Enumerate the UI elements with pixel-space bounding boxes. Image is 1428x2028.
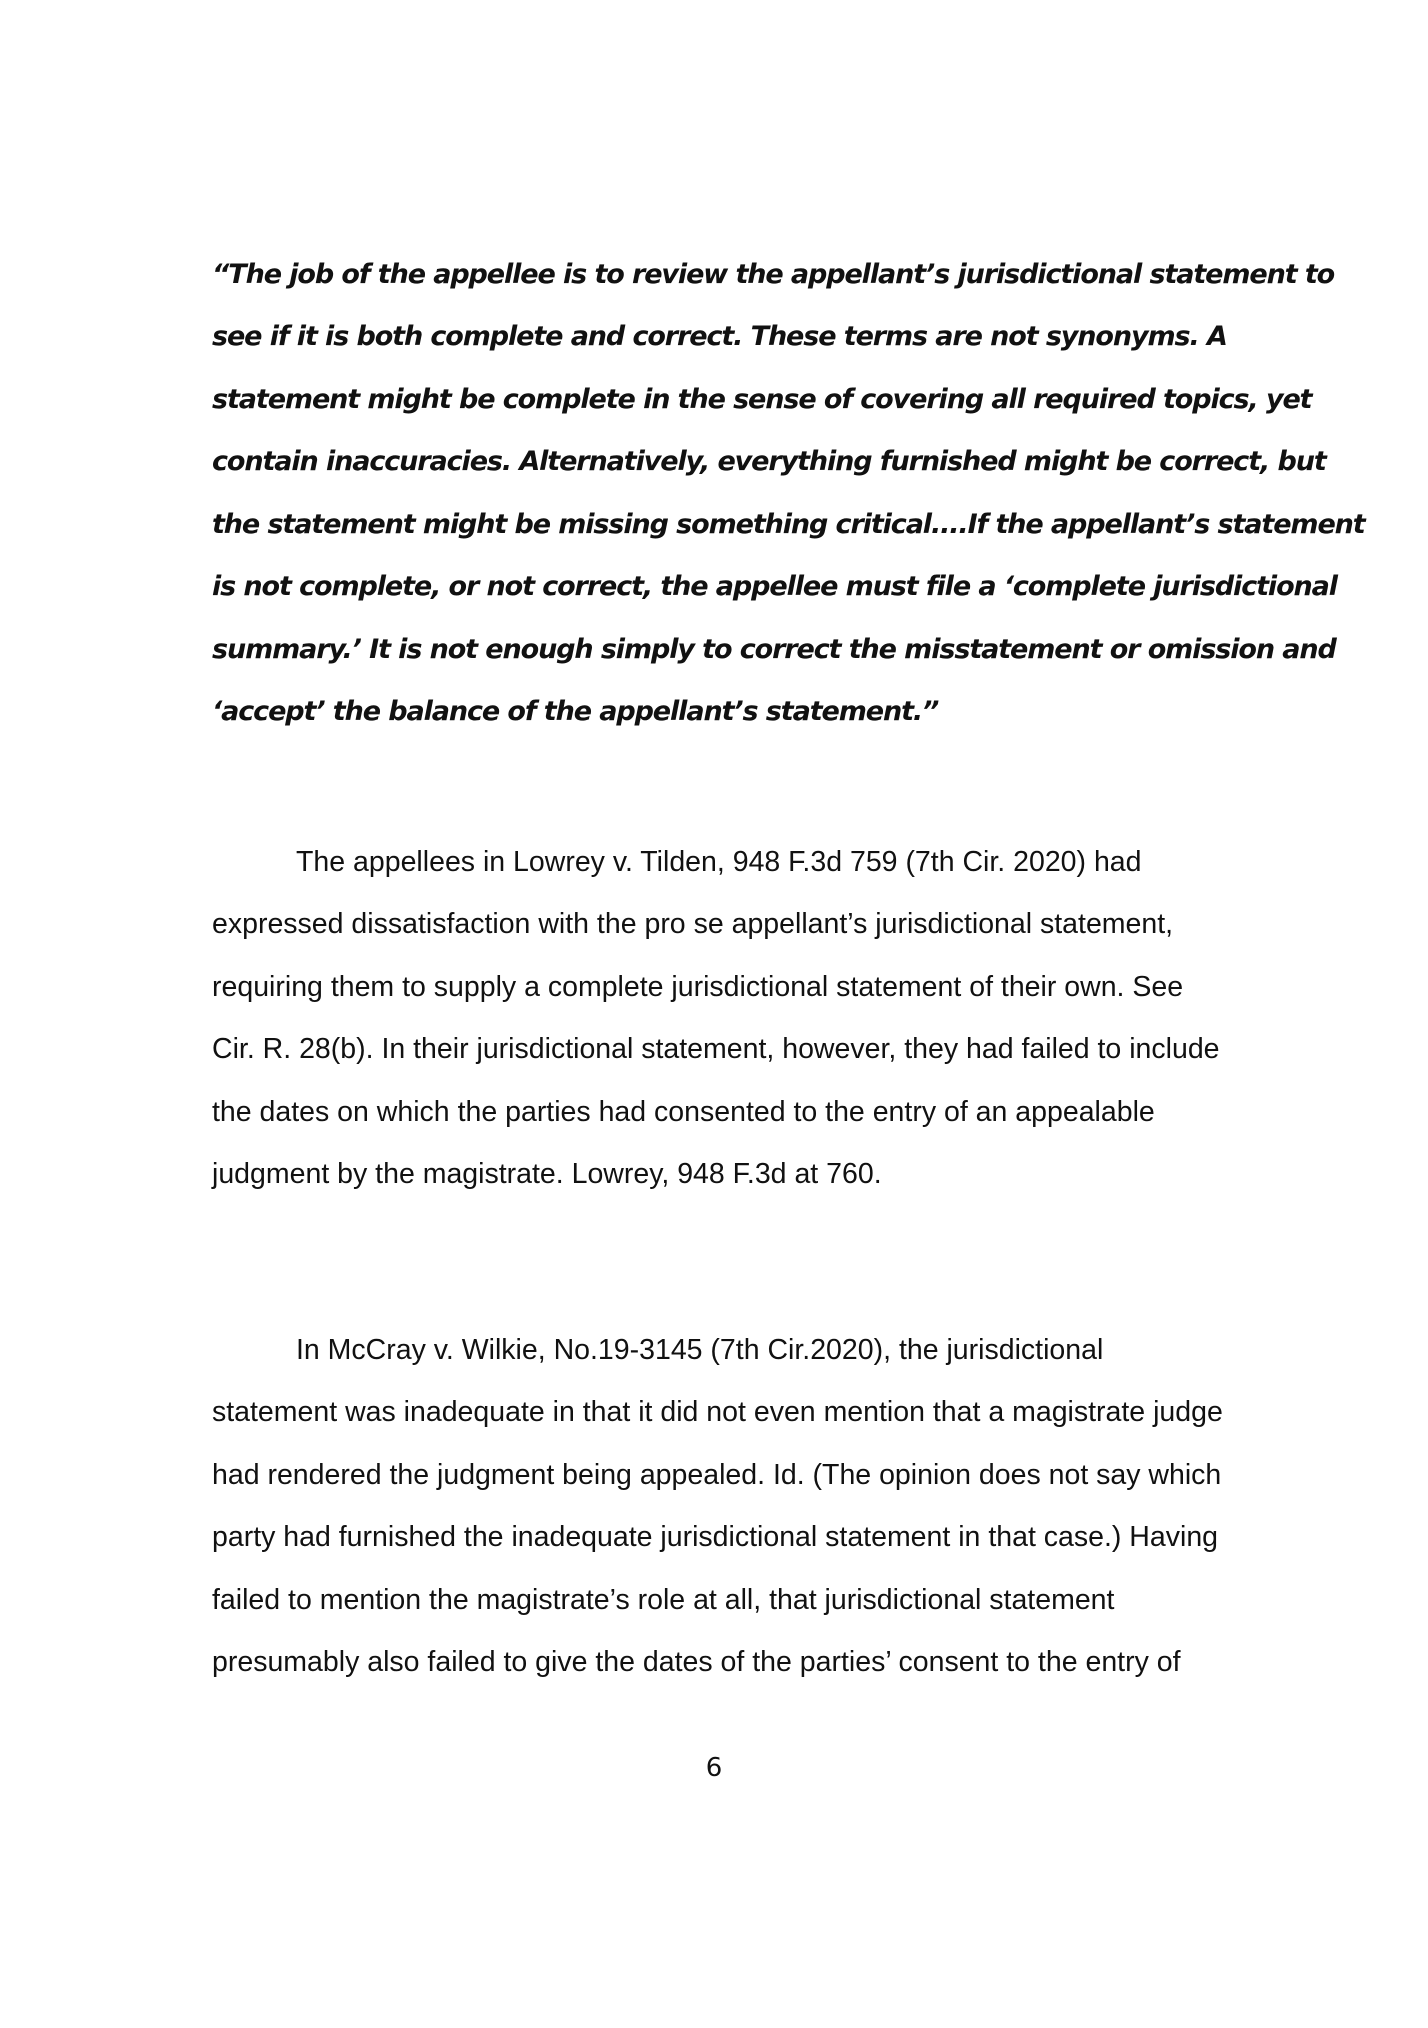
paragraph-line: had rendered the judgment being appealed. Id. (The opinion does not say which — [212, 1459, 1222, 1491]
quote-line: summary.’ It is not enough simply to correct the misstatement or omission and — [212, 634, 1336, 665]
page-number: 6 — [705, 1753, 723, 1783]
paragraph-line: statement was inadequate in that it did not even mention that a magistrate judge — [212, 1396, 1223, 1428]
quote-line: the statement might be missing something critical....If the appellant’s statement — [212, 509, 1365, 540]
paragraph-line: expressed dissatisfaction with the pro se appellant’s jurisdictional statement, — [212, 908, 1174, 940]
quote-line: “The job of the appellee is to review the appellant’s jurisdictional statement to — [212, 259, 1335, 290]
paragraph-line: requiring them to supply a complete jurisdictional statement of their own. See — [212, 971, 1184, 1003]
paragraph-line: party had furnished the inadequate jurisdictional statement in that case.) Having — [212, 1521, 1219, 1553]
quote-line: statement might be complete in the sense of covering all required topics, yet — [212, 384, 1312, 415]
paragraph-line: failed to mention the magistrate’s role at all, that jurisdictional statement — [212, 1584, 1115, 1616]
paragraph-line: judgment by the magistrate. Lowrey, 948 F.3d at 760. — [212, 1158, 882, 1190]
paragraph-line: The appellees in Lowrey v. Tilden, 948 F.3d 759 (7th Cir. 2020) had — [296, 846, 1142, 878]
quote-line: see if it is both complete and correct. These terms are not synonyms. A — [212, 321, 1227, 352]
quote-line: is not complete, or not correct, the appellee must file a ‘complete jurisdictional — [212, 571, 1337, 602]
paragraph-line: In McCray v. Wilkie, No.19-3145 (7th Cir.2020), the jurisdictional — [296, 1334, 1104, 1366]
paragraph-line: Cir. R. 28(b). In their jurisdictional statement, however, they had failed to include — [212, 1033, 1220, 1065]
paragraph-line: presumably also failed to give the dates of the parties’ consent to the entry of — [212, 1646, 1181, 1678]
quote-line: ‘accept’ the balance of the appellant’s statement.” — [212, 696, 939, 727]
paragraph-line: the dates on which the parties had consented to the entry of an appealable — [212, 1096, 1155, 1128]
quote-line: contain inaccuracies. Alternatively, everything furnished might be correct, but — [212, 446, 1326, 477]
